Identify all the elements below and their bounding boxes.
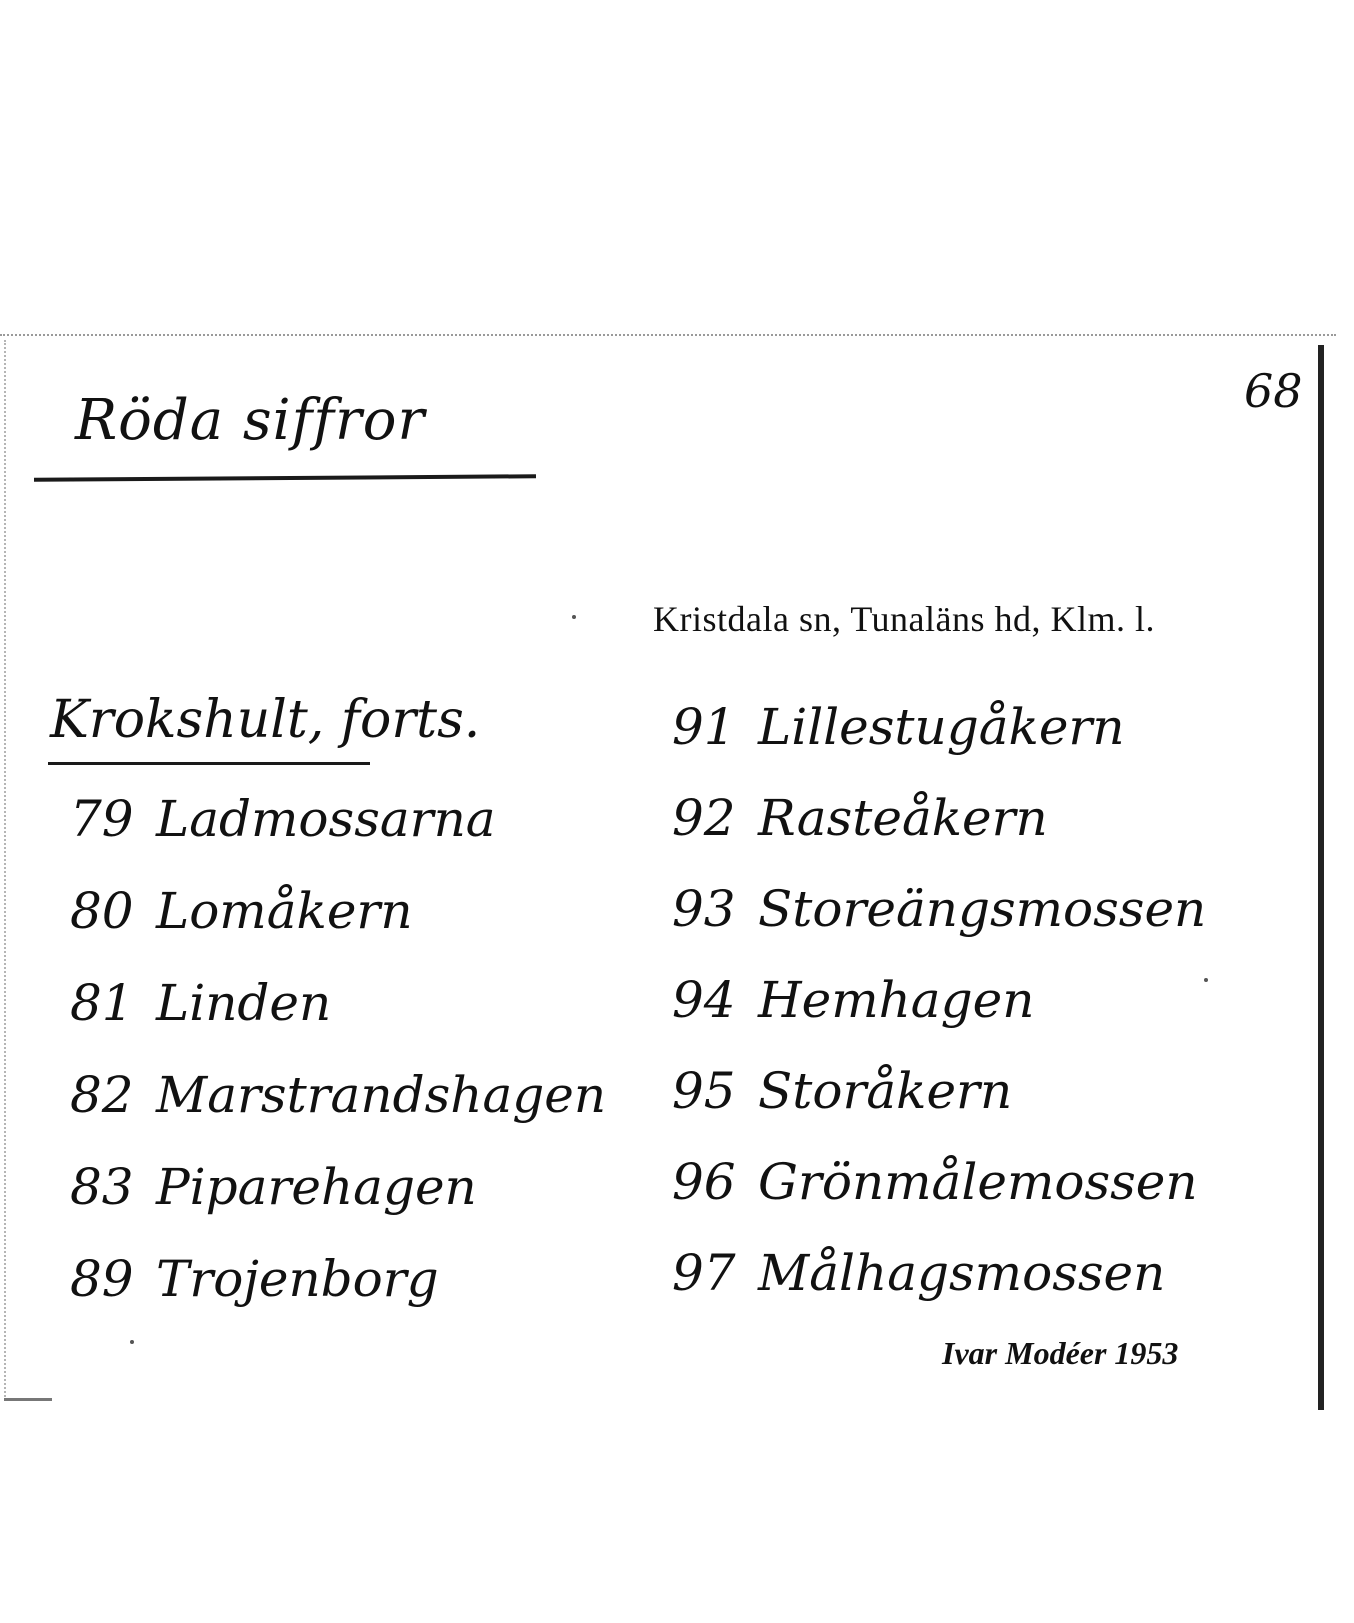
entry-number: 83 [70, 1158, 134, 1216]
entry-number: 94 [672, 971, 736, 1029]
entry-name: Piparehagen [156, 1158, 477, 1216]
entries-right-column [672, 698, 1206, 1335]
card-top-edge [0, 334, 1336, 336]
list-item [672, 1062, 1206, 1153]
entry-name: Lomåkern [156, 882, 413, 940]
entry-number: 93 [672, 880, 736, 938]
entry-number: 81 [70, 974, 134, 1032]
list-item [672, 971, 1206, 1062]
entry-number: 79 [70, 790, 134, 848]
attribution: Ivar Modéer 1953 [942, 1335, 1179, 1371]
list-item [70, 882, 606, 974]
entry-number: 82 [70, 1066, 134, 1124]
entry-name: Rasteåkern [758, 789, 1048, 847]
entry-number: 95 [672, 1062, 736, 1120]
list-item [672, 698, 1206, 789]
entry-number: 89 [70, 1250, 134, 1308]
entry-number: 96 [672, 1153, 736, 1211]
entry-name: Hemhagen [758, 971, 1035, 1029]
entry-name: Marstrandshagen [156, 1066, 607, 1124]
entry-name: Storåkern [758, 1062, 1013, 1120]
printed-header: Kristdala sn, Tunaläns hd, Klm. l. [653, 599, 1156, 639]
list-item [672, 1153, 1206, 1244]
section-heading: Krokshult, forts. [50, 690, 481, 750]
entry-number: 80 [70, 882, 134, 940]
card-left-edge [4, 340, 6, 1400]
list-item [70, 1158, 606, 1250]
entry-name: Lillestugåkern [758, 698, 1125, 756]
ink-speck [572, 615, 576, 619]
entries-left-column [70, 790, 606, 1342]
card-right-edge [1318, 345, 1324, 1410]
list-item [70, 1250, 606, 1342]
entry-name: Trojenborg [156, 1250, 439, 1308]
card-number: 68 [1244, 364, 1303, 418]
list-item [672, 1244, 1206, 1335]
list-item [70, 974, 606, 1066]
list-item [672, 880, 1206, 971]
card-title: Röda siffror [75, 388, 426, 453]
list-item [70, 1066, 606, 1158]
title-underline [34, 474, 536, 482]
list-item [70, 790, 606, 882]
entry-name: Linden [156, 974, 332, 1032]
entry-number: 91 [672, 698, 736, 756]
entry-number: 97 [672, 1244, 736, 1302]
entry-name: Storeängsmossen [758, 880, 1207, 938]
ink-speck [1204, 978, 1208, 982]
list-item [672, 789, 1206, 880]
entry-number: 92 [672, 789, 736, 847]
entry-name: Ladmossarna [156, 790, 496, 848]
section-underline [48, 762, 370, 765]
entry-name: Grönmålemossen [758, 1153, 1198, 1211]
ink-speck [130, 1340, 134, 1344]
entry-name: Målhagsmossen [758, 1244, 1166, 1302]
card-bottom-mark [4, 1398, 52, 1401]
